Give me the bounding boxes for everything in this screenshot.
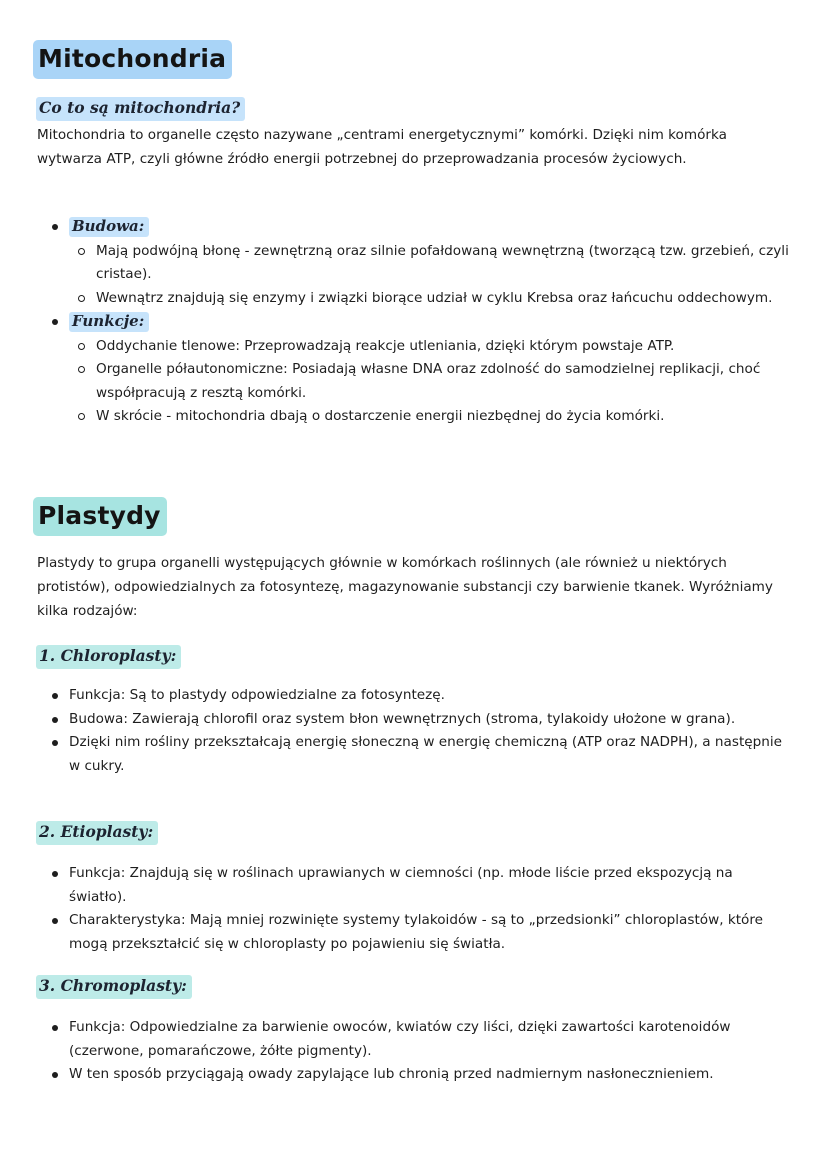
section-title-mitochondria: Mitochondria	[33, 40, 232, 79]
list-item: W skrócie - mitochondria dbają o dostarczenie energii niezbędnej do życia komórki.	[69, 405, 792, 429]
list-item-funkcje	[37, 310, 792, 429]
list-item: Funkcja: Znajdują się w roślinach uprawianych w ciemności (np. młode liście przed ekspozycją na światło).	[37, 862, 792, 909]
mitochondria-list	[37, 215, 792, 429]
subheading-chromoplasty: 3. Chromoplasty:	[36, 975, 192, 999]
section-title-plastydy: Plastydy	[33, 497, 167, 536]
funkcje-sublist	[69, 335, 792, 429]
budowa-sublist	[69, 240, 792, 311]
chloroplasty-list	[37, 684, 792, 778]
list-item: Organelle półautonomiczne: Posiadają własne DNA oraz zdolność do samodzielnej replikacji, choć współpracują z resztą komórki.	[69, 358, 792, 405]
list-item: Dzięki nim rośliny przekształcają energię słoneczną w energię chemiczną (ATP oraz NADPH), a następnie w cukry.	[37, 731, 792, 778]
chromoplasty-list	[37, 1016, 777, 1087]
list-item: Charakterystyka: Mają mniej rozwinięte systemy tylakoidów - są to „przedsionki” chloroplastów, które mogą przekształcić się w chloroplasty po pojawieniu się światła.	[37, 909, 792, 956]
mitochondria-intro: Mitochondria to organelle często nazywane „centrami energetycznymi” komórki. Dzięki nim komórka wytwarza ATP, czyli główne źródło energii potrzebnej do przeprowadzania procesów życiowych.	[37, 127, 727, 167]
plastydy-intro: Plastydy to grupa organelli występujących głównie w komórkach roślinnych (ale również u niektórych protistów), odpowiedzialnych za fotosyntezę, magazynowanie substancji czy barwienie tkanek. Wyróżniamy kilka rodzajów:	[37, 555, 773, 619]
subheading-etioplasty: 2. Etioplasty:	[36, 821, 158, 845]
list-item: Oddychanie tlenowe: Przeprowadzają reakcje utleniania, dzięki którym powstaje ATP.	[69, 335, 792, 359]
list-item: Mają podwójną błonę - zewnętrzną oraz silnie pofałdowaną wewnętrzną (tworzącą tzw. grzebień, czyli cristae).	[69, 240, 792, 287]
label-budowa: Budowa:	[69, 217, 149, 237]
list-item: W ten sposób przyciągają owady zapylające lub chronią przed nadmiernym nasłonecznieniem.	[37, 1063, 777, 1087]
subheading-what-are-mitochondria: Co to są mitochondria?	[36, 97, 245, 121]
list-item: Funkcja: Odpowiedzialne za barwienie owoców, kwiatów czy liści, dzięki zawartości karotenoidów (czerwone, pomarańczowe, żółte pigmenty).	[37, 1016, 777, 1063]
subheading-chloroplasty: 1. Chloroplasty:	[36, 645, 181, 669]
list-item: Funkcja: Są to plastydy odpowiedzialne za fotosyntezę.	[37, 684, 792, 708]
list-item: Budowa: Zawierają chlorofil oraz system błon wewnętrznych (stroma, tylakoidy ułożone w grana).	[37, 708, 792, 732]
label-funkcje: Funkcje:	[69, 312, 149, 332]
etioplasty-list	[37, 862, 792, 956]
list-item: Wewnątrz znajdują się enzymy i związki biorące udział w cyklu Krebsa oraz łańcuchu oddechowym.	[69, 287, 792, 311]
list-item-budowa	[37, 215, 792, 310]
